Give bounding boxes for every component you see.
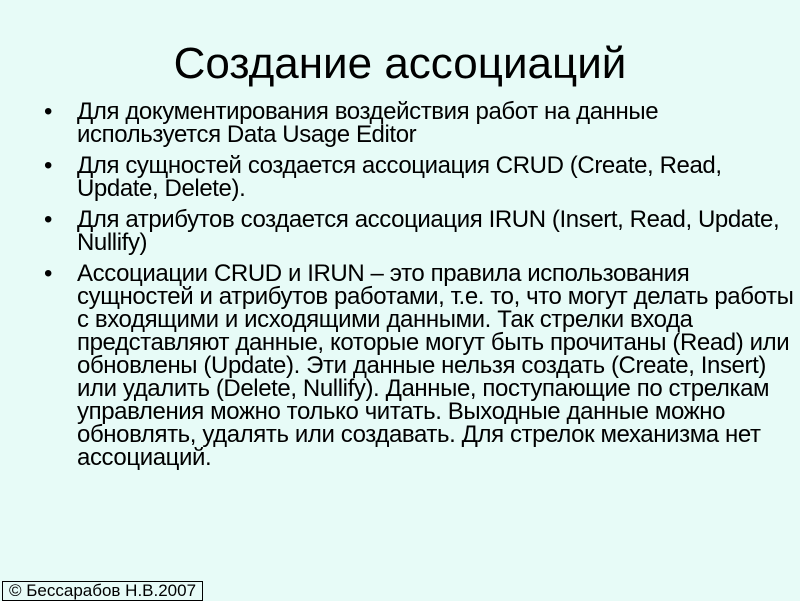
- bullet-text: Для сущностей создается ассоциация CRUD (Create, Read, Update, Delete).: [77, 152, 722, 202]
- bullet-text: Для атрибутов создается ассоциация IRUN (Insert, Read, Update, Nullify): [77, 206, 780, 256]
- bullet-icon: •: [44, 260, 53, 287]
- bullet-text: Ассоциации CRUD и IRUN – это правила использования сущностей и атрибутов работами, т.е. то, что могут делать работы с входящими и исходящими данными. Так стрелки входа представляют данные, которые могут быть прочитаны (Read) или обновлены (Update). Эти данные нельзя создать (Create, Insert) или удалить (Delete, Nullify). Данные, поступающие по стрелкам управления можно только читать. Выходные данные можно обновлять, удалять или создавать. Для стрелок механизма нет ассоциаций.: [77, 260, 794, 471]
- bullet-list: [44, 100, 794, 477]
- bullet-item: [44, 154, 794, 200]
- copyright-footer: © Бессарабов Н.В.2007: [2, 581, 203, 601]
- bullet-icon: •: [44, 206, 53, 233]
- bullet-item: [44, 208, 794, 254]
- bullet-item: [44, 262, 794, 469]
- slide-title: Создание ассоциаций: [173, 39, 627, 88]
- bullet-icon: •: [44, 98, 53, 125]
- bullet-text: Для документирования воздействия работ на данные используется Data Usage Editor: [77, 98, 659, 148]
- bullet-icon: •: [44, 152, 53, 179]
- bullet-item: [44, 100, 794, 146]
